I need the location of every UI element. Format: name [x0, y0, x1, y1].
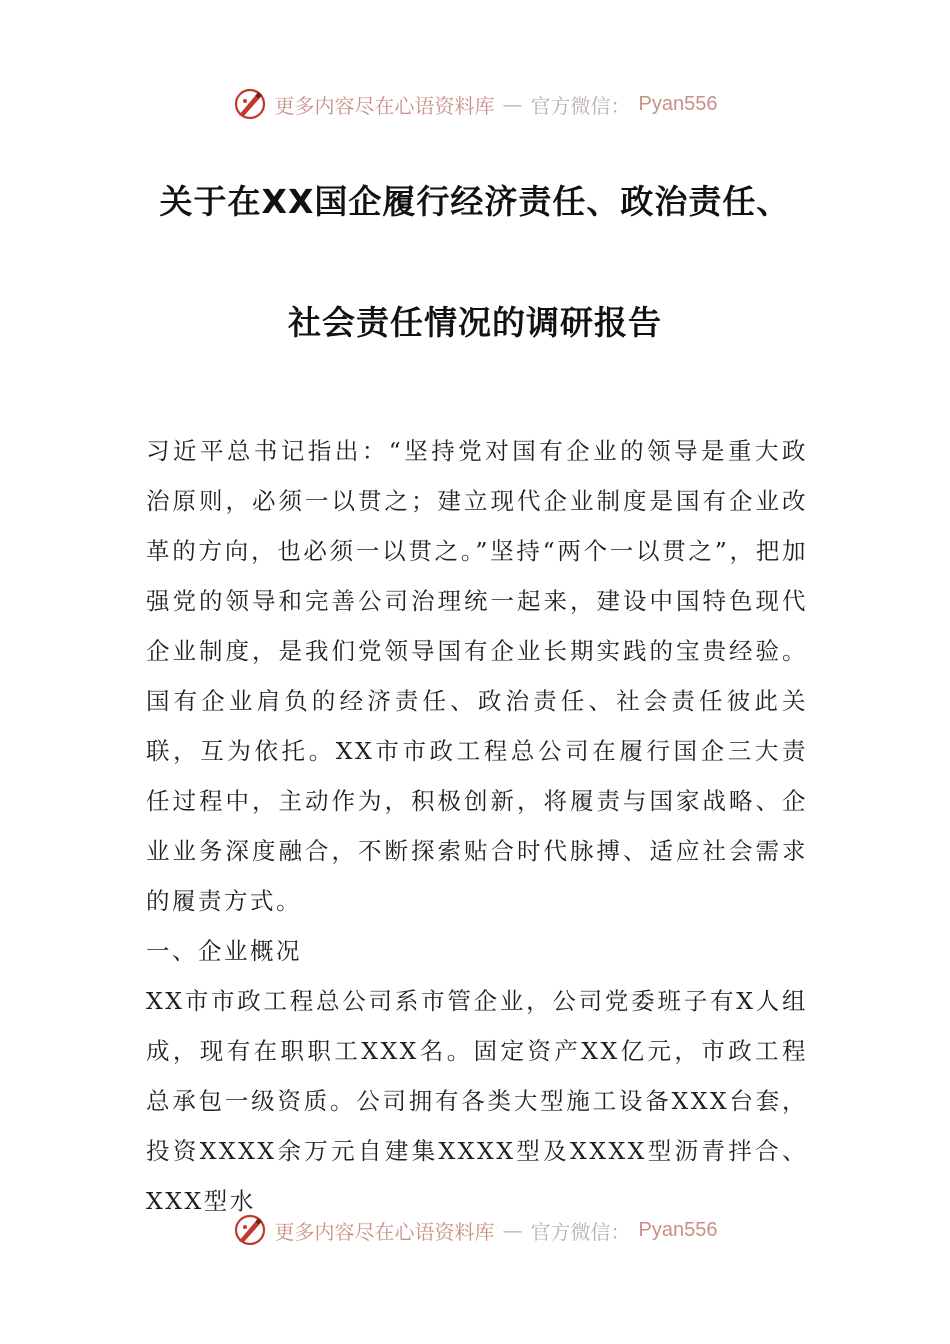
watermark-id: Pyan556: [638, 92, 718, 115]
watermark-dash: —: [502, 92, 523, 116]
intro-paragraph: 习近平总书记指出：“坚持党对国有企业的领导是重大政治原则，必须一以贯之；建立现代企业制度是国有企业改革的方向，也必须一以贯之。”坚持“两个一以贯之”，把加强党的领导和完善公司治理统一起来，建设中国特色现代企业制度，是我们党领导国有企业长期实践的宝贵经验。国有企业肩负的经济责任、政治责任、社会责任彼此关联，互为依托。XX市市政工程总公司在履行国企三大责任过程中，主动作为，积极创新，将履责与国家战略、企业业务深度融合，不断探索贴合时代脉搏、适应社会需求的履责方式。: [146, 437, 808, 915]
watermark-sub-text: 官方微信：: [530, 1219, 631, 1244]
header-watermark: [0, 84, 950, 124]
watermark-id: Pyan556: [638, 1218, 718, 1241]
footer-watermark: [0, 1210, 950, 1250]
pen-circle-logo-icon: [233, 87, 267, 121]
watermark-main-text: 更多内容尽在心语资料库: [274, 93, 495, 118]
document-title-line-1: 关于在XX国企履行经济责任、政治责任、: [159, 182, 791, 221]
watermark-dash: —: [502, 1218, 523, 1242]
document-title-line-2: 社会责任情况的调研报告: [288, 303, 662, 342]
overview-paragraph: XX市市政工程总公司系市管企业，公司党委班子有X人组成，现有在职职工XXX名。固定资产XX亿元，市政工程总承包一级资质。公司拥有各类大型施工设备XXX台套，投资XXXX余万元自建集XXXX型及XXXX型沥青拌合、XXX型水: [146, 987, 808, 1215]
watermark-sub-text: 官方微信：: [530, 93, 631, 118]
section-heading-overview: 一、企业概况: [146, 937, 302, 965]
pen-circle-logo-icon: [233, 1213, 267, 1247]
watermark-main-text: 更多内容尽在心语资料库: [274, 1219, 495, 1244]
document-body: [146, 426, 808, 1226]
